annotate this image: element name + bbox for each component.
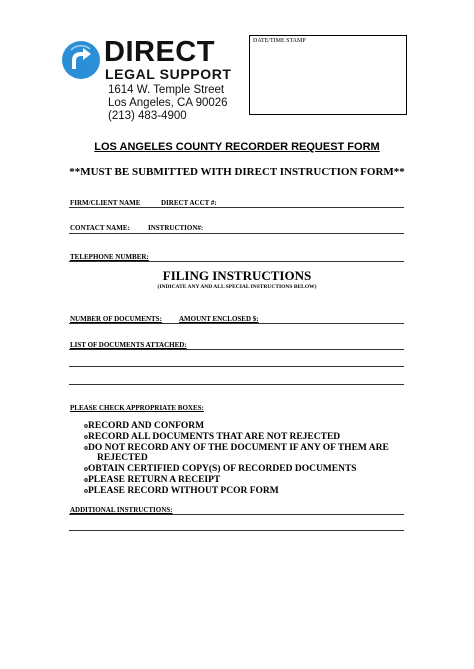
documents-line-1[interactable] [69,349,404,350]
stamp-label: DATE/TIME STAMP [253,38,306,44]
brand-subtitle: LEGAL SUPPORT [105,66,232,82]
additional-line-1[interactable] [69,514,404,515]
option-label: PLEASE RETURN A RECEIPT [88,475,221,485]
option-label: DO NOT RECORD ANY OF THE DOCUMENT IF ANY OF THEM ARE [88,443,389,453]
option-label: OBTAIN CERTIFIED COPY(S) OF RECORDED DOCUMENTS [88,464,357,474]
checkbox-circle-icon[interactable]: o [84,475,88,484]
contact-name-label: CONTACT NAME: [70,224,130,232]
date-time-stamp-box [249,35,407,115]
documents-line-2[interactable] [69,366,404,367]
direct-acct-label: DIRECT ACCT #: [161,199,217,207]
additional-instructions-label: ADDITIONAL INSTRUCTIONS: [70,506,173,514]
checkbox-circle-icon[interactable]: o [84,464,88,473]
filing-instructions-title: FILING INSTRUCTIONS [162,268,312,283]
logo-mark [62,41,100,79]
telephone-line[interactable] [69,261,404,262]
checkbox-circle-icon[interactable]: o [84,443,88,452]
check-boxes-label: PLEASE CHECK APPROPRIATE BOXES: [70,404,204,412]
additional-line-2[interactable] [69,530,404,531]
docs-amount-line[interactable] [69,323,404,324]
option-without-pcor[interactable] [84,485,279,497]
number-of-documents-label: NUMBER OF DOCUMENTS: [70,315,162,323]
instruction-number-label: INSTRUCTION#: [148,224,204,232]
filing-instructions-subtitle: (INDICATE ANY AND ALL SPECIAL INSTRUCTIONS BELOW) [157,284,317,290]
phone-number: (213) 483-4900 [108,110,187,122]
contact-instruction-line[interactable] [69,233,404,234]
checkbox-circle-icon[interactable]: o [84,486,88,495]
checkbox-circle-icon[interactable]: o [84,432,88,441]
list-of-documents-label: LIST OF DOCUMENTS ATTACHED: [70,341,187,349]
address-street: 1614 W. Temple Street [108,84,225,96]
firm-acct-line[interactable] [69,207,404,208]
address-city: Los Angeles, CA 90026 [108,97,228,109]
arrow-logo-icon [62,41,100,79]
option-label: PLEASE RECORD WITHOUT PCOR FORM [88,486,279,496]
option-label: RECORD ALL DOCUMENTS THAT ARE NOT REJECTED [88,432,341,442]
checkbox-circle-icon[interactable]: o [84,421,88,430]
telephone-label: TELEPHONE NUMBER: [70,253,149,261]
amount-enclosed-label: AMOUNT ENCLOSED $: [179,315,259,323]
documents-line-3[interactable] [69,384,404,385]
submission-note: **MUST BE SUBMITTED WITH DIRECT INSTRUCTION FORM** [69,166,405,178]
firm-client-label: FIRM/CLIENT NAME [70,199,141,207]
brand-name: DIRECT [104,36,215,68]
option-label: RECORD AND CONFORM [88,421,205,431]
option-do-not-record-continued: REJECTED [97,453,148,463]
form-title: LOS ANGELES COUNTY RECORDER REQUEST FORM [94,141,380,153]
